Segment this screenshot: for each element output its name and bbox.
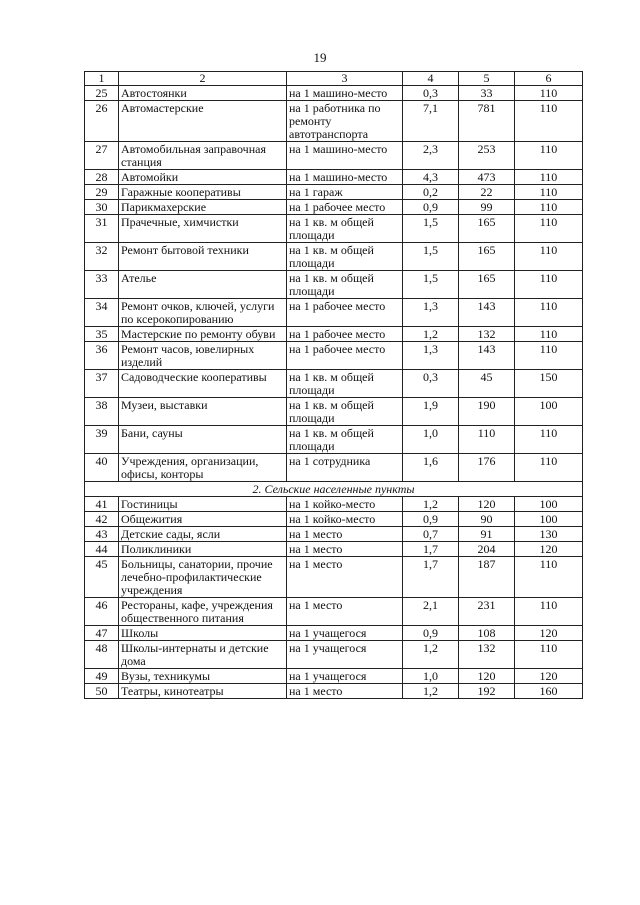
- object-name-cell: Садоводческие кооперативы: [119, 370, 287, 398]
- table-row: [85, 215, 583, 243]
- table-row: [85, 342, 583, 370]
- table-row: [85, 454, 583, 482]
- unit-of-measure-cell: на 1 работника по ремонту автотранспорта: [287, 101, 403, 142]
- header-cell-5: 5: [459, 72, 515, 86]
- row-number-cell: 31: [85, 215, 119, 243]
- value-col5-cell: 120: [459, 669, 515, 684]
- value-col5-cell: 110: [459, 426, 515, 454]
- row-number-cell: 37: [85, 370, 119, 398]
- value-col4-cell: 2,3: [403, 142, 459, 170]
- header-row: [85, 72, 583, 86]
- table-row: [85, 200, 583, 215]
- unit-of-measure-cell: на 1 кв. м общей площади: [287, 426, 403, 454]
- table-row: [85, 142, 583, 170]
- unit-of-measure-cell: на 1 место: [287, 598, 403, 626]
- row-number-cell: 47: [85, 626, 119, 641]
- value-col4-cell: 1,0: [403, 669, 459, 684]
- value-col4-cell: 4,3: [403, 170, 459, 185]
- unit-of-measure-cell: на 1 рабочее место: [287, 200, 403, 215]
- table-row: [85, 684, 583, 699]
- unit-of-measure-cell: на 1 кв. м общей площади: [287, 215, 403, 243]
- table-body: [85, 72, 583, 699]
- value-col5-cell: 253: [459, 142, 515, 170]
- value-col4-cell: 1,3: [403, 342, 459, 370]
- value-col5-cell: 22: [459, 185, 515, 200]
- value-col6-cell: 150: [515, 370, 583, 398]
- value-col6-cell: 110: [515, 200, 583, 215]
- row-number-cell: 46: [85, 598, 119, 626]
- value-col6-cell: 110: [515, 101, 583, 142]
- object-name-cell: Автомойки: [119, 170, 287, 185]
- value-col5-cell: 165: [459, 271, 515, 299]
- header-cell-2: 2: [119, 72, 287, 86]
- object-name-cell: Поликлиники: [119, 542, 287, 557]
- table-row: [85, 327, 583, 342]
- table-row: [85, 669, 583, 684]
- row-number-cell: 33: [85, 271, 119, 299]
- value-col5-cell: 33: [459, 86, 515, 101]
- value-col4-cell: 1,2: [403, 641, 459, 669]
- row-number-cell: 28: [85, 170, 119, 185]
- value-col5-cell: 108: [459, 626, 515, 641]
- value-col4-cell: 1,2: [403, 684, 459, 699]
- table-row: [85, 512, 583, 527]
- value-col6-cell: 100: [515, 497, 583, 512]
- value-col5-cell: 132: [459, 641, 515, 669]
- unit-of-measure-cell: на 1 учащегося: [287, 669, 403, 684]
- table-row: [85, 86, 583, 101]
- header-cell-1: 1: [85, 72, 119, 86]
- value-col5-cell: 781: [459, 101, 515, 142]
- unit-of-measure-cell: на 1 кв. м общей площади: [287, 398, 403, 426]
- row-number-cell: 32: [85, 243, 119, 271]
- table-row: [85, 243, 583, 271]
- value-col5-cell: 187: [459, 557, 515, 598]
- value-col5-cell: 91: [459, 527, 515, 542]
- value-col5-cell: 120: [459, 497, 515, 512]
- value-col4-cell: 0,9: [403, 626, 459, 641]
- object-name-cell: Автомобильная заправочная станция: [119, 142, 287, 170]
- value-col4-cell: 1,5: [403, 271, 459, 299]
- row-number-cell: 27: [85, 142, 119, 170]
- value-col6-cell: 110: [515, 185, 583, 200]
- header-cell-3: 3: [287, 72, 403, 86]
- value-col4-cell: 1,2: [403, 497, 459, 512]
- unit-of-measure-cell: на 1 учащегося: [287, 641, 403, 669]
- table-row: [85, 426, 583, 454]
- header-cell-4: 4: [403, 72, 459, 86]
- unit-of-measure-cell: на 1 машино-место: [287, 170, 403, 185]
- value-col5-cell: 176: [459, 454, 515, 482]
- object-name-cell: Гаражные кооперативы: [119, 185, 287, 200]
- value-col4-cell: 1,0: [403, 426, 459, 454]
- header-cell-6: 6: [515, 72, 583, 86]
- row-number-cell: 38: [85, 398, 119, 426]
- unit-of-measure-cell: на 1 койко-место: [287, 512, 403, 527]
- unit-of-measure-cell: на 1 рабочее место: [287, 342, 403, 370]
- table-row: [85, 542, 583, 557]
- object-name-cell: Детские сады, ясли: [119, 527, 287, 542]
- value-col4-cell: 1,9: [403, 398, 459, 426]
- object-name-cell: Больницы, санатории, прочие лечебно-профилактические учреждения: [119, 557, 287, 598]
- value-col6-cell: 110: [515, 215, 583, 243]
- value-col4-cell: 1,7: [403, 557, 459, 598]
- value-col4-cell: 0,9: [403, 200, 459, 215]
- table-row: [85, 398, 583, 426]
- unit-of-measure-cell: на 1 место: [287, 684, 403, 699]
- value-col6-cell: 110: [515, 557, 583, 598]
- unit-of-measure-cell: на 1 место: [287, 557, 403, 598]
- row-number-cell: 25: [85, 86, 119, 101]
- table-row: [85, 557, 583, 598]
- table-row: [85, 598, 583, 626]
- unit-of-measure-cell: на 1 место: [287, 542, 403, 557]
- table-row: [85, 641, 583, 669]
- value-col6-cell: 110: [515, 327, 583, 342]
- value-col6-cell: 160: [515, 684, 583, 699]
- row-number-cell: 48: [85, 641, 119, 669]
- row-number-cell: 50: [85, 684, 119, 699]
- value-col5-cell: 231: [459, 598, 515, 626]
- value-col6-cell: 130: [515, 527, 583, 542]
- value-col4-cell: 1,2: [403, 327, 459, 342]
- row-number-cell: 39: [85, 426, 119, 454]
- row-number-cell: 45: [85, 557, 119, 598]
- value-col6-cell: 110: [515, 142, 583, 170]
- row-number-cell: 29: [85, 185, 119, 200]
- unit-of-measure-cell: на 1 учащегося: [287, 626, 403, 641]
- unit-of-measure-cell: на 1 койко-место: [287, 497, 403, 512]
- value-col6-cell: 120: [515, 542, 583, 557]
- page-number: 19: [313, 50, 327, 65]
- unit-of-measure-cell: на 1 рабочее место: [287, 299, 403, 327]
- value-col5-cell: 473: [459, 170, 515, 185]
- value-col5-cell: 204: [459, 542, 515, 557]
- value-col4-cell: 1,5: [403, 243, 459, 271]
- object-name-cell: Общежития: [119, 512, 287, 527]
- value-col4-cell: 1,3: [403, 299, 459, 327]
- object-name-cell: Ремонт часов, ювелирных изделий: [119, 342, 287, 370]
- object-name-cell: Школы-интернаты и детские дома: [119, 641, 287, 669]
- row-number-cell: 42: [85, 512, 119, 527]
- unit-of-measure-cell: на 1 машино-место: [287, 86, 403, 101]
- value-col4-cell: 1,6: [403, 454, 459, 482]
- object-name-cell: Школы: [119, 626, 287, 641]
- object-name-cell: Автомастерские: [119, 101, 287, 142]
- value-col4-cell: 2,1: [403, 598, 459, 626]
- unit-of-measure-cell: на 1 кв. м общей площади: [287, 370, 403, 398]
- value-col6-cell: 110: [515, 641, 583, 669]
- object-name-cell: Рестораны, кафе, учреждения общественного питания: [119, 598, 287, 626]
- value-col4-cell: 0,3: [403, 86, 459, 101]
- value-col5-cell: 143: [459, 299, 515, 327]
- table-row: [85, 185, 583, 200]
- row-number-cell: 26: [85, 101, 119, 142]
- table-row: [85, 101, 583, 142]
- value-col5-cell: 190: [459, 398, 515, 426]
- value-col6-cell: 110: [515, 454, 583, 482]
- unit-of-measure-cell: на 1 кв. м общей площади: [287, 271, 403, 299]
- norms-table: [84, 71, 583, 699]
- table-row: [85, 370, 583, 398]
- table-row: [85, 626, 583, 641]
- value-col6-cell: 100: [515, 512, 583, 527]
- object-name-cell: Вузы, техникумы: [119, 669, 287, 684]
- unit-of-measure-cell: на 1 сотрудника: [287, 454, 403, 482]
- value-col4-cell: 0,2: [403, 185, 459, 200]
- row-number-cell: 34: [85, 299, 119, 327]
- table-row: [85, 271, 583, 299]
- unit-of-measure-cell: на 1 место: [287, 527, 403, 542]
- table-row: [85, 527, 583, 542]
- value-col6-cell: 110: [515, 342, 583, 370]
- table-row: [85, 299, 583, 327]
- object-name-cell: Ателье: [119, 271, 287, 299]
- object-name-cell: Ремонт очков, ключей, услуги по ксерокопированию: [119, 299, 287, 327]
- unit-of-measure-cell: на 1 рабочее место: [287, 327, 403, 342]
- value-col5-cell: 165: [459, 215, 515, 243]
- row-number-cell: 40: [85, 454, 119, 482]
- object-name-cell: Бани, сауны: [119, 426, 287, 454]
- unit-of-measure-cell: на 1 машино-место: [287, 142, 403, 170]
- unit-of-measure-cell: на 1 гараж: [287, 185, 403, 200]
- table-row: [85, 497, 583, 512]
- object-name-cell: Автостоянки: [119, 86, 287, 101]
- object-name-cell: Музеи, выставки: [119, 398, 287, 426]
- value-col4-cell: 1,5: [403, 215, 459, 243]
- value-col6-cell: 110: [515, 598, 583, 626]
- value-col6-cell: 110: [515, 426, 583, 454]
- value-col6-cell: 110: [515, 86, 583, 101]
- value-col5-cell: 45: [459, 370, 515, 398]
- row-number-cell: 35: [85, 327, 119, 342]
- row-number-cell: 30: [85, 200, 119, 215]
- row-number-cell: 41: [85, 497, 119, 512]
- value-col6-cell: 100: [515, 398, 583, 426]
- value-col5-cell: 90: [459, 512, 515, 527]
- value-col6-cell: 120: [515, 626, 583, 641]
- object-name-cell: Театры, кинотеатры: [119, 684, 287, 699]
- value-col4-cell: 7,1: [403, 101, 459, 142]
- object-name-cell: Учреждения, организации, офисы, конторы: [119, 454, 287, 482]
- object-name-cell: Ремонт бытовой техники: [119, 243, 287, 271]
- value-col4-cell: 1,7: [403, 542, 459, 557]
- value-col5-cell: 192: [459, 684, 515, 699]
- object-name-cell: Прачечные, химчистки: [119, 215, 287, 243]
- value-col5-cell: 99: [459, 200, 515, 215]
- row-number-cell: 44: [85, 542, 119, 557]
- value-col5-cell: 132: [459, 327, 515, 342]
- table-row: [85, 170, 583, 185]
- value-col5-cell: 143: [459, 342, 515, 370]
- value-col6-cell: 110: [515, 271, 583, 299]
- unit-of-measure-cell: на 1 кв. м общей площади: [287, 243, 403, 271]
- row-number-cell: 49: [85, 669, 119, 684]
- object-name-cell: Мастерские по ремонту обуви: [119, 327, 287, 342]
- object-name-cell: Парикмахерские: [119, 200, 287, 215]
- value-col4-cell: 0,7: [403, 527, 459, 542]
- value-col6-cell: 110: [515, 299, 583, 327]
- value-col4-cell: 0,3: [403, 370, 459, 398]
- value-col6-cell: 110: [515, 243, 583, 271]
- value-col6-cell: 120: [515, 669, 583, 684]
- value-col5-cell: 165: [459, 243, 515, 271]
- value-col4-cell: 0,9: [403, 512, 459, 527]
- section-row: [85, 482, 583, 497]
- row-number-cell: 43: [85, 527, 119, 542]
- object-name-cell: Гостиницы: [119, 497, 287, 512]
- value-col6-cell: 110: [515, 170, 583, 185]
- section-title: 2. Сельские населенные пункты: [85, 482, 583, 497]
- row-number-cell: 36: [85, 342, 119, 370]
